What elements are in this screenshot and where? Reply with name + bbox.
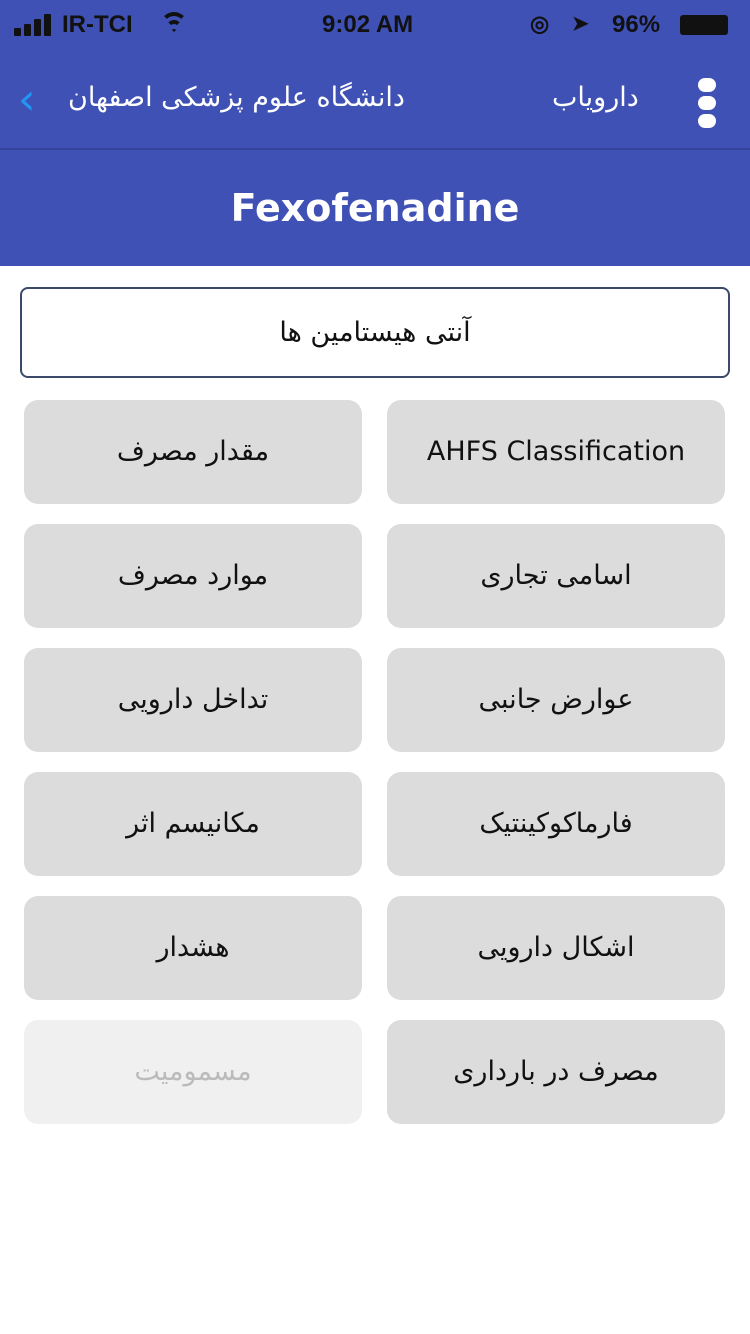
header (0, 0, 750, 266)
drug-title: Fexofenadine (230, 186, 520, 230)
location-icon: ➤ (572, 13, 589, 35)
section-button[interactable]: اسامی تجاری (387, 524, 725, 628)
section-button[interactable]: مقدار مصرف (24, 400, 362, 504)
nav-bar (0, 50, 750, 150)
battery-percent: 96% (612, 11, 661, 38)
section-button[interactable]: مکانیسم اثر (24, 772, 362, 876)
wifi-icon (160, 12, 188, 36)
drug-class-box: آنتی هیستامین ها (20, 287, 730, 378)
section-button[interactable]: AHFS Classification (387, 400, 725, 504)
lock-rotation-icon: ◎ (530, 11, 550, 36)
signal-icon (14, 14, 54, 36)
status-bar (0, 0, 750, 50)
section-button: مسمومیت (24, 1020, 362, 1124)
clock: 9:02 AM (322, 11, 414, 38)
back-chevron-icon[interactable]: ‹ (18, 74, 36, 125)
more-menu-icon[interactable] (698, 78, 718, 132)
section-button[interactable]: اشکال دارویی (387, 896, 725, 1000)
app-name: دارویاب (552, 82, 639, 113)
back-button[interactable]: دانشگاه علوم پزشکی اصفهان (68, 82, 405, 113)
section-button[interactable]: هشدار (24, 896, 362, 1000)
battery-icon (680, 15, 728, 35)
section-button[interactable]: تداخل دارویی (24, 648, 362, 752)
section-button[interactable]: عوارض جانبی (387, 648, 725, 752)
carrier: IR-TCI (62, 11, 133, 38)
section-button[interactable]: مصرف در بارداری (387, 1020, 725, 1124)
section-button[interactable]: فارماکوکینتیک (387, 772, 725, 876)
section-button[interactable]: موارد مصرف (24, 524, 362, 628)
